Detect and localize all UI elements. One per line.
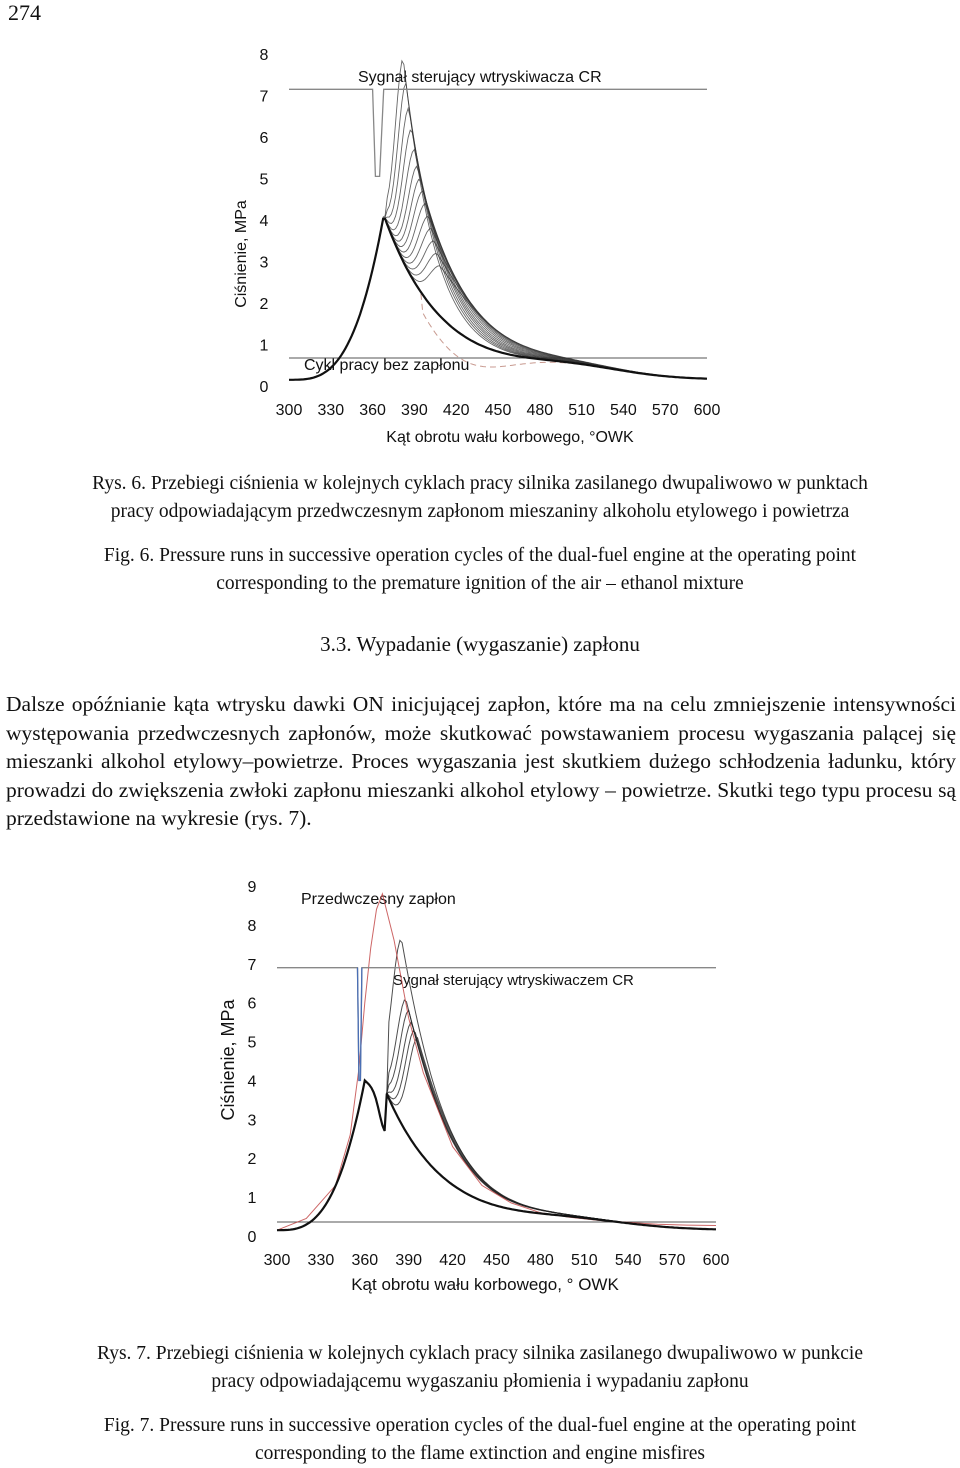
y-tick-label: 6 xyxy=(259,130,269,147)
x-tick-label: 390 xyxy=(395,1252,423,1269)
y-tick-label: 4 xyxy=(259,213,269,230)
figure-6-chart xyxy=(0,30,960,455)
x-tick-label: 390 xyxy=(401,402,428,419)
misfire-cycle-line xyxy=(289,219,707,380)
fig6-caption-pl-line2: pracy odpowiadającym przedwczesnym zapłonom mieszaniny alkoholu etylowego i powietrza xyxy=(110,501,850,522)
y-tick-label: 0 xyxy=(259,379,269,396)
pressure-cycle-line xyxy=(289,204,707,380)
x-tick-label: 360 xyxy=(359,402,386,419)
y-tick-label: 5 xyxy=(247,1034,257,1052)
fig6-y-tick-labels xyxy=(260,47,269,396)
fig7-caption-pl-line1: Rys. 7. Przebiegi ciśnienia w kolejnych cyklach pracy silnika zasilanego dwupaliwowo w punkcie xyxy=(96,1343,863,1364)
pressure-cycle-line xyxy=(277,1031,716,1230)
faint-cycle-line xyxy=(289,219,707,380)
base-cycle-line xyxy=(277,1080,716,1230)
fig7-caption-en-line2: corresponding to the flame extinction and engine misfires xyxy=(255,1443,705,1464)
x-tick-label: 300 xyxy=(263,1252,291,1269)
fig6-caption-en-line1: Fig. 6. Pressure runs in successive operation cycles of the dual-fuel engine at the operating point xyxy=(103,545,857,566)
figure-6-caption-pl xyxy=(0,470,960,526)
early-ignition-line xyxy=(277,894,716,1230)
fig6-x-tick-labels xyxy=(276,402,721,419)
pressure-cycle-line xyxy=(277,1000,716,1230)
fig7-annotation-early-ignition: Przedwczesny zapłon xyxy=(301,891,456,908)
x-tick-label: 420 xyxy=(442,402,470,419)
y-tick-label: 2 xyxy=(247,1151,257,1169)
x-tick-label: 450 xyxy=(483,1252,510,1269)
y-tick-label: 9 xyxy=(247,879,257,896)
pressure-cycle-line xyxy=(289,219,707,380)
x-tick-label: 360 xyxy=(351,1252,379,1269)
x-tick-label: 600 xyxy=(693,402,721,419)
fig6-x-axis-label: Kąt obrotu wału korbowego, °OWK xyxy=(386,429,634,446)
control-signal-line xyxy=(289,89,707,176)
pressure-cycle-line xyxy=(277,1022,716,1230)
figure-7-caption-pl xyxy=(0,1340,960,1396)
pressure-cycle-line xyxy=(277,1010,716,1230)
fig6-y-axis-label: Ciśnienie, MPa xyxy=(233,200,250,308)
fig6-caption-pl-line1: Rys. 6. Przebiegi ciśnienia w kolejnych cyklach pracy silnika zasilanego dwupaliwowo w punktach xyxy=(92,473,868,494)
fig6-caption-en-line2: corresponding to the premature ignition of the air – ethanol mixture xyxy=(216,573,744,594)
x-tick-label: 450 xyxy=(484,402,512,419)
x-tick-label: 510 xyxy=(568,402,595,419)
x-tick-label: 540 xyxy=(614,1252,642,1269)
x-tick-label: 540 xyxy=(610,402,637,419)
fig7-y-tick-labels xyxy=(248,879,257,1246)
x-tick-label: 570 xyxy=(658,1252,686,1269)
fig6-annotation-misfire: Cykl pracy bez zapłonu xyxy=(304,357,470,374)
pressure-cycle-line xyxy=(289,149,707,379)
body-paragraph: Dalsze opóźnianie kąta wtrysku dawki ON inicjującej zapłon, które ma na celu zmniejszenie intensywności występowania przedwczesnych zapłonów, może skutkować powstawaniem procesu wygaszania palącej się mieszanki alkohol etylowy–powietrze. Proces wygaszania jest skutkiem dużego schłodzenia ładunku, który prowadzi do zwiększenia zwłoki zapłonu mieszanki alkohol etylowy – powietrze. Skutki tego typu procesu są przedstawione na wykresie (rys. 7). xyxy=(6,692,956,830)
x-tick-label: 330 xyxy=(317,402,345,419)
x-tick-label: 480 xyxy=(527,1252,554,1269)
y-tick-label: 8 xyxy=(259,47,269,64)
figure-7-caption-en xyxy=(0,1412,960,1468)
y-tick-label: 7 xyxy=(247,956,257,974)
figure-6-caption-en xyxy=(0,542,960,598)
fig7-caption-en-line1: Fig. 7. Pressure runs in successive operation cycles of the dual-fuel engine at the operating point xyxy=(103,1415,857,1436)
x-tick-label: 510 xyxy=(570,1252,598,1269)
fig6-annotation-signal: Sygnał sterujący wtryskiwacza CR xyxy=(358,69,602,86)
fig7-caption-pl-line2: pracy odpowiadającemu wygaszaniu płomienia i wypadaniu zapłonu xyxy=(211,1371,749,1392)
y-tick-label: 0 xyxy=(247,1229,257,1246)
x-tick-label: 420 xyxy=(439,1252,466,1269)
y-tick-label: 1 xyxy=(259,337,269,355)
page-number: 274 xyxy=(8,0,41,25)
pressure-cycle-line xyxy=(289,130,707,380)
y-tick-label: 3 xyxy=(259,254,269,272)
x-tick-label: 570 xyxy=(651,402,679,419)
x-tick-label: 300 xyxy=(275,402,303,419)
y-tick-label: 4 xyxy=(247,1073,257,1091)
pressure-cycle-line xyxy=(289,219,707,380)
fig7-plot-area xyxy=(277,894,716,1230)
section-heading: 3.3. Wypadanie (wygaszanie) zapłonu xyxy=(320,632,640,656)
y-tick-label: 3 xyxy=(247,1112,257,1130)
fig7-y-axis-label: Ciśnienie, MPa xyxy=(218,999,238,1121)
pressure-cycle-line xyxy=(289,219,707,380)
fig6-plot-area xyxy=(289,61,707,380)
fig7-x-tick-labels xyxy=(264,1252,730,1269)
y-tick-label: 8 xyxy=(247,917,257,935)
fig7-x-axis-label: Kąt obrotu wału korbowego, ° OWK xyxy=(351,1275,619,1294)
fig7-annotation-signal: Sygnał sterujący wtryskiwaczem CR xyxy=(393,972,634,989)
figure-7-chart xyxy=(0,870,960,1305)
y-tick-label: 1 xyxy=(247,1190,257,1208)
x-tick-label: 330 xyxy=(307,1252,335,1269)
pressure-cycle-line xyxy=(289,216,707,379)
pressure-cycle-line xyxy=(277,1038,716,1231)
y-tick-label: 2 xyxy=(259,296,269,313)
pressure-cycle-line xyxy=(289,219,707,380)
y-tick-label: 5 xyxy=(259,171,269,189)
y-tick-label: 7 xyxy=(259,88,269,106)
pressure-cycle-line xyxy=(289,179,707,379)
x-tick-label: 600 xyxy=(702,1252,730,1269)
y-tick-label: 6 xyxy=(247,995,257,1013)
x-tick-label: 480 xyxy=(526,402,554,419)
pressure-cycle-line xyxy=(289,108,707,379)
